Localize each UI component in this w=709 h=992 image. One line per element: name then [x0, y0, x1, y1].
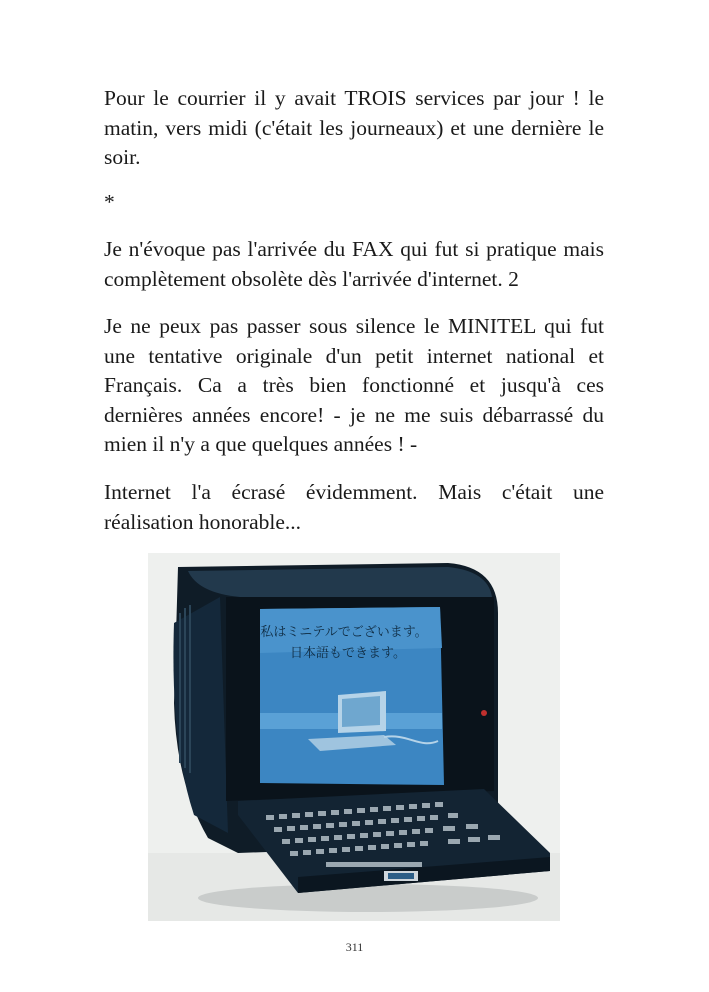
paragraph-courrier: Pour le courrier il y avait TROIS services par jour ! le matin, vers midi (c'était les journeaux) et une dernière le soir.	[104, 86, 604, 169]
screen-text-line2: 日本語もできます。	[290, 646, 406, 661]
paragraph-fax: Je n'évoque pas l'arrivée du FAX qui fut si pratique mais complètement obsolète dès l'arrivée d'internet. 2	[104, 237, 604, 291]
minitel-photo	[148, 553, 560, 921]
paragraph-minitel: Je ne peux pas passer sous silence le MINITEL qui fut une tentative originale d'un petit internet national et Français. Ca a très bien fonctionné et jusqu'à ces dernières années encore! - je ne me suis débarrassé du mien il n'y a que quelques années ! -	[104, 314, 604, 456]
section-separator: *	[104, 190, 115, 214]
paragraph-internet: Internet l'a écrasé évidemment. Mais c'était une réalisation honorable...	[104, 480, 604, 534]
page-number: 311	[345, 940, 364, 954]
screen-text-line1: 私はミニテルでございます。	[260, 625, 428, 640]
